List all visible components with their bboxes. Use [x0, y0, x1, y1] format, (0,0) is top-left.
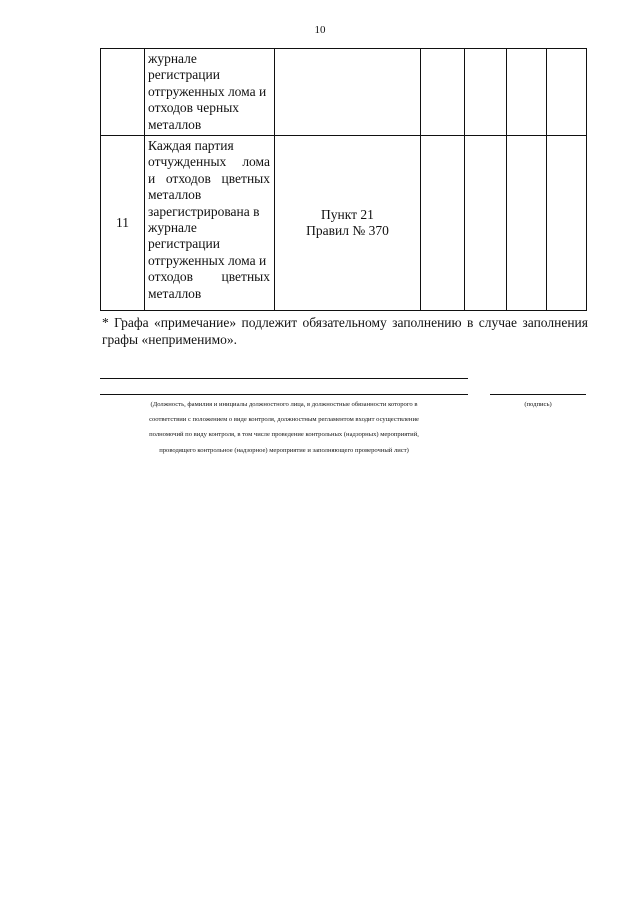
signature-caption-line: соответствии с положением о виде контроля, должностным регламентом входит осуществление: [149, 416, 419, 424]
signature-position-line: [100, 394, 468, 395]
requirement-line: отходов черных: [148, 100, 240, 116]
requirement-line: отчужденных лома: [148, 154, 270, 170]
answer-yes-cell[interactable]: [421, 49, 465, 136]
reference-line: Пункт 21: [321, 206, 374, 222]
requirement-line: журнале: [148, 220, 197, 236]
signature-sign-line: [490, 394, 586, 395]
requirement-line: отгруженных лома и: [148, 83, 267, 99]
signature-caption-line: (Должность, фамилия и инициалы должностного лица, в должностные обязанности которого в: [150, 401, 418, 408]
note-cell[interactable]: [547, 49, 587, 136]
requirement-line: отходов цветных: [148, 269, 270, 285]
reference-cell: [275, 136, 421, 311]
requirement-line: регистрации: [148, 67, 220, 83]
requirement-line: регистрации: [148, 236, 220, 252]
requirement-line: и отходов цветных: [148, 170, 270, 186]
requirement-line: металлов: [148, 116, 202, 132]
table-row: [101, 136, 587, 311]
checklist-table: [100, 48, 587, 311]
requirement-cell: [145, 49, 275, 136]
table-row: [101, 49, 587, 136]
requirement-line: журнале: [148, 51, 197, 66]
answer-yes-cell[interactable]: [421, 136, 465, 311]
requirement-line: зарегистрирована в: [148, 203, 260, 219]
answer-no-cell[interactable]: [465, 136, 507, 311]
row-number-cell: [101, 49, 145, 136]
answer-no-cell[interactable]: [465, 49, 507, 136]
answer-na-cell[interactable]: [507, 136, 547, 311]
signature-caption: [100, 397, 468, 458]
reference-cell: [275, 49, 421, 136]
requirement-cell: [145, 136, 275, 311]
requirement-line: металлов: [148, 187, 202, 203]
answer-na-cell[interactable]: [507, 49, 547, 136]
signature-name-line: [100, 378, 468, 379]
reference-line: Правил № 370: [306, 223, 389, 239]
requirement-line: отгруженных лома и: [148, 252, 267, 268]
signature-caption-line: проводящего контрольное (надзорное) мероприятие и заполняющего проверочный лист): [159, 446, 409, 454]
signature-sign-caption: (подпись): [524, 401, 552, 408]
note-cell[interactable]: [547, 136, 587, 311]
page-number: 10: [314, 24, 326, 36]
requirement-line: металлов: [148, 285, 202, 301]
signature-caption-line: полномочий по виду контроля, в том числе проведение контрольных (надзорных) мероприятий,: [149, 431, 419, 439]
footnote: * Графа «примечание» подлежит обязательному заполнению в случае заполнения графы «неприменимо».: [102, 315, 588, 347]
row-number-cell: 11: [101, 136, 145, 311]
requirement-line: Каждая партия: [148, 138, 234, 154]
